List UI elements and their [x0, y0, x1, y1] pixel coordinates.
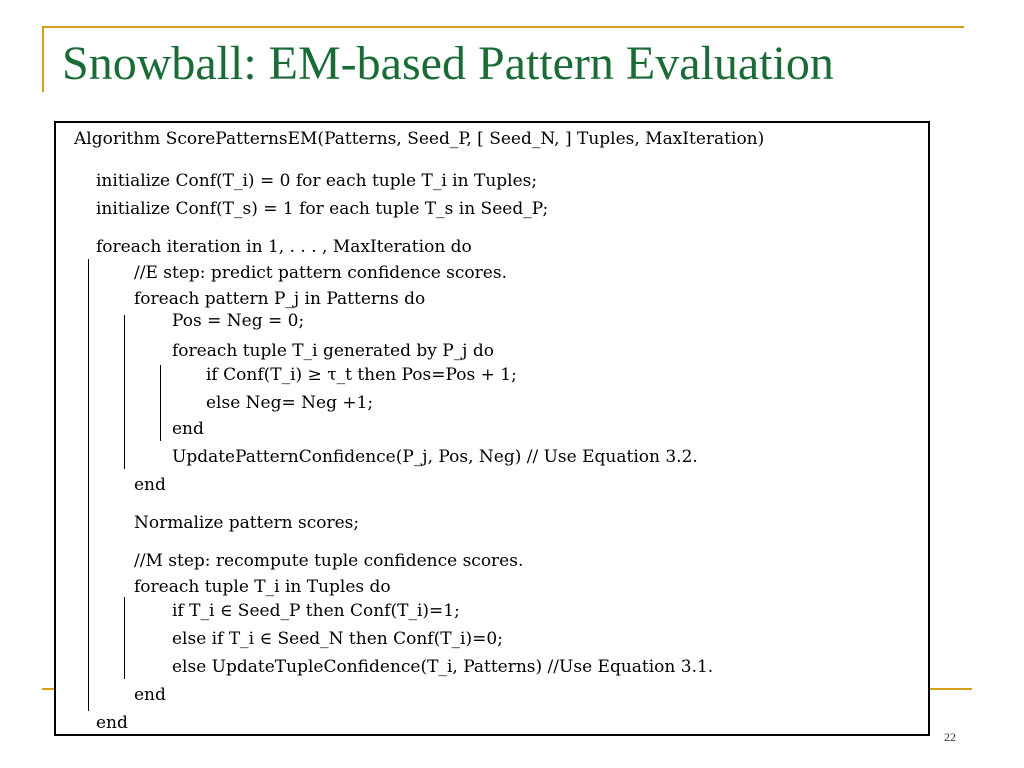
algorithm-header: Algorithm ScorePatternsEM(Patterns, Seed_P, [ Seed_N, ] Tuples, MaxIteration) — [74, 129, 765, 149]
algorithm-box — [54, 121, 930, 736]
algorithm-line: foreach pattern P_j in Patterns do — [134, 289, 426, 309]
algorithm-line: else UpdateTupleConfidence(T_i, Patterns) //Use Equation 3.1. — [172, 657, 714, 677]
outer-loop-bar — [88, 259, 89, 711]
tuple-loop-bar — [160, 365, 161, 441]
tuple-update-loop-bar — [124, 597, 125, 679]
algorithm-line: else if T_i ∈ Seed_N then Conf(T_i)=0; — [172, 629, 503, 649]
algorithm-line: foreach tuple T_i generated by P_j do — [172, 341, 494, 361]
algorithm-line: end — [134, 475, 166, 495]
algorithm-line: //E step: predict pattern confidence scores. — [134, 263, 507, 283]
algorithm-line: if Conf(T_i) ≥ τ_t then Pos=Pos + 1; — [206, 365, 517, 385]
algorithm-line: if T_i ∈ Seed_P then Conf(T_i)=1; — [172, 601, 460, 621]
algorithm-line: Pos = Neg = 0; — [172, 311, 305, 331]
algorithm-line: //M step: recompute tuple confidence scores. — [134, 551, 524, 571]
algorithm-line: end — [134, 685, 166, 705]
algorithm-line: end — [172, 419, 204, 439]
algorithm-line: else Neg= Neg +1; — [206, 393, 374, 413]
algorithm-line: end — [96, 713, 128, 733]
algorithm-line: Normalize pattern scores; — [134, 513, 360, 533]
page-number: 22 — [944, 730, 956, 744]
slide-title: Snowball: EM-based Pattern Evaluation — [62, 37, 834, 90]
algorithm-line: initialize Conf(T_i) = 0 for each tuple T_i in Tuples; — [96, 171, 538, 191]
algorithm-line: initialize Conf(T_s) = 1 for each tuple T_s in Seed_P; — [96, 199, 549, 219]
algorithm-line: UpdatePatternConfidence(P_j, Pos, Neg) // Use Equation 3.2. — [172, 447, 698, 467]
algorithm-line: foreach tuple T_i in Tuples do — [134, 577, 391, 597]
algorithm-line: foreach iteration in 1, . . . , MaxIteration do — [96, 237, 472, 257]
left-accent-line — [42, 26, 44, 92]
pattern-loop-bar — [124, 315, 125, 469]
top-accent-line — [42, 26, 964, 28]
